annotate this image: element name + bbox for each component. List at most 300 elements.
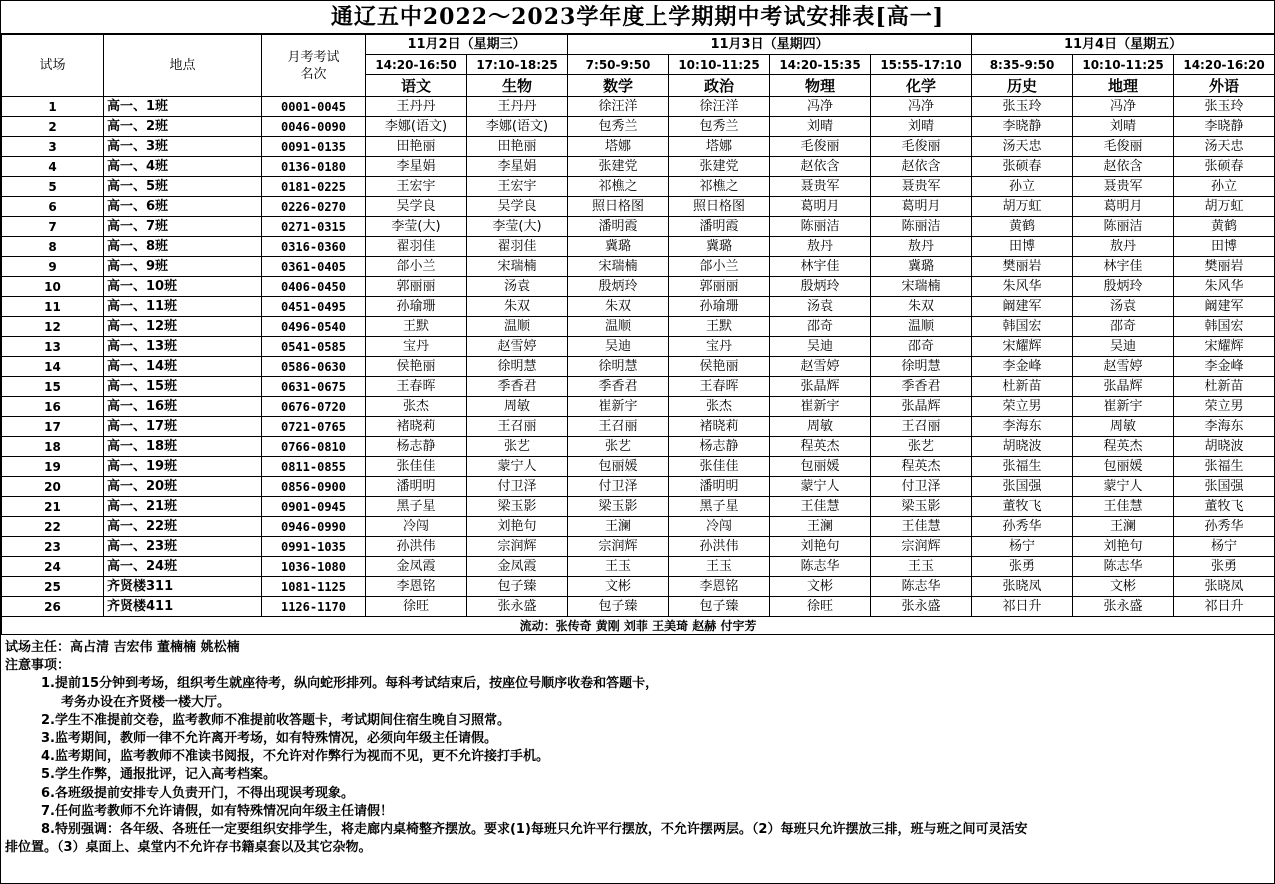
room-number: 20 [2,477,104,497]
proctor-cell: 孙洪伟 [669,537,770,557]
proctor-cell: 翟羽佳 [467,237,568,257]
header-exam-no-text: 月考考试名次 [287,49,340,82]
proctor-cell: 葛明月 [770,197,871,217]
exam-number-range: 0091-0135 [262,137,366,157]
note-item-1-cont: 考务办设在齐贤楼一楼大厅。 [61,694,231,710]
header-exam-no [262,35,366,97]
proctor-cell: 张勇 [1174,557,1275,577]
exam-number-range: 1126-1170 [262,597,366,617]
table-row [2,497,1275,517]
proctor-cell: 吴迪 [568,337,669,357]
proctor-cell: 张晓凤 [972,577,1073,597]
proctor-cell: 敖丹 [1073,237,1174,257]
room-location: 高一、8班 [104,237,262,257]
room-number: 19 [2,457,104,477]
proctor-cell: 包丽媛 [1073,457,1174,477]
room-number: 5 [2,177,104,197]
room-location: 高一、10班 [104,277,262,297]
proctor-cell: 梁玉影 [871,497,972,517]
table-row [2,417,1275,437]
proctor-cell: 孙秀华 [972,517,1073,537]
table-row [2,337,1275,357]
proctor-cell: 敖丹 [770,237,871,257]
proctor-cell: 朱双 [568,297,669,317]
proctor-cell: 赵雪婷 [770,357,871,377]
proctor-cell: 包丽媛 [770,457,871,477]
proctor-cell: 胡晓波 [1174,437,1275,457]
proctor-cell: 董牧飞 [1174,497,1275,517]
proctor-cell: 邵奇 [871,337,972,357]
exam-number-range: 0856-0900 [262,477,366,497]
table-row [2,457,1275,477]
note-item-3: 3.监考期间，教师一律不允许离开考场，如有特殊情况，必须向年级主任请假。 [41,731,497,747]
proctor-cell: 邵奇 [1073,317,1174,337]
room-number: 13 [2,337,104,357]
proctor-cell: 张国强 [1174,477,1275,497]
exam-number-range: 0766-0810 [262,437,366,457]
proctor-cell: 郃小兰 [366,257,467,277]
proctor-cell: 陈志华 [871,577,972,597]
proctor-cell: 潘明霞 [669,217,770,237]
proctor-cell: 张晶辉 [1073,377,1174,397]
proctor-cell: 毛俊丽 [1073,137,1174,157]
exam-number-range: 0406-0450 [262,277,366,297]
proctor-cell: 宋瑞楠 [568,257,669,277]
proctor-cell: 照日格图 [669,197,770,217]
proctor-cell: 赵依含 [871,157,972,177]
proctor-cell: 吴迪 [770,337,871,357]
proctor-cell: 汤天忠 [972,137,1073,157]
proctor-cell: 李星娟 [366,157,467,177]
proctor-cell: 张艺 [568,437,669,457]
proctor-cell: 郭丽丽 [366,277,467,297]
subject-header: 政治 [669,75,770,97]
proctor-cell: 杨宁 [1174,537,1275,557]
proctor-cell: 田艳丽 [366,137,467,157]
table-row [2,317,1275,337]
proctor-cell: 张晓凤 [1174,577,1275,597]
proctor-cell: 金凤霞 [467,557,568,577]
subject-header: 物理 [770,75,871,97]
proctor-cell: 葛明月 [871,197,972,217]
table-row [2,277,1275,297]
proctor-cell: 韩国宏 [972,317,1073,337]
proctor-cell: 温顺 [467,317,568,337]
proctor-cell: 李星娟 [467,157,568,177]
proctor-cell: 宋瑞楠 [467,257,568,277]
proctor-cell: 冀璐 [568,237,669,257]
proctor-cell: 刘艳句 [1073,537,1174,557]
table-row [2,137,1275,157]
proctor-cell: 刘艳句 [467,517,568,537]
room-number: 26 [2,597,104,617]
proctor-cell: 张晶辉 [770,377,871,397]
proctor-cell: 文彬 [770,577,871,597]
proctor-cell: 阚建军 [1174,297,1275,317]
proctor-cell: 冷闯 [669,517,770,537]
proctor-cell: 潘明霞 [568,217,669,237]
room-number: 15 [2,377,104,397]
subject-header: 生物 [467,75,568,97]
time-slot: 10:10-11:25 [669,55,770,75]
proctor-cell: 程英杰 [871,457,972,477]
proctor-cell: 刘艳句 [770,537,871,557]
proctor-cell: 张建党 [568,157,669,177]
proctor-cell: 宋耀辉 [972,337,1073,357]
exam-directors: 试场主任：高占清 吉宏伟 董楠楠 姚松楠 [5,640,240,655]
proctor-cell: 照日格图 [568,197,669,217]
room-number: 7 [2,217,104,237]
proctor-cell: 张永盛 [871,597,972,617]
proctor-cell: 张佳佳 [669,457,770,477]
proctor-cell: 杨宁 [972,537,1073,557]
room-number: 1 [2,97,104,117]
proctor-cell: 冯净 [770,97,871,117]
proctor-cell: 孙立 [972,177,1073,197]
day-header-nov2: 11月2日（星期三） [366,35,568,55]
proctor-cell: 褚晓莉 [366,417,467,437]
room-location: 高一、7班 [104,217,262,237]
proctor-cell: 张佳佳 [366,457,467,477]
proctor-cell: 王春晖 [669,377,770,397]
day-header-nov3: 11月3日（星期四） [568,35,972,55]
room-number: 24 [2,557,104,577]
exam-number-range: 0676-0720 [262,397,366,417]
room-number: 12 [2,317,104,337]
proctor-cell: 祁日升 [972,597,1073,617]
proctor-cell: 王玉 [871,557,972,577]
exam-number-range: 1081-1125 [262,577,366,597]
proctor-cell: 塔娜 [568,137,669,157]
proctor-cell: 张晶辉 [871,397,972,417]
proctor-cell: 程英杰 [770,437,871,457]
proctor-cell: 杜新苗 [972,377,1073,397]
room-location: 高一、24班 [104,557,262,577]
room-location: 高一、9班 [104,257,262,277]
day-header-nov4: 11月4日（星期五） [972,35,1275,55]
proctor-cell: 包子臻 [568,597,669,617]
proctor-cell: 王召丽 [467,417,568,437]
proctor-cell: 李晓静 [1174,117,1275,137]
room-location: 高一、15班 [104,377,262,397]
proctor-cell: 王召丽 [871,417,972,437]
exam-number-range: 0001-0045 [262,97,366,117]
proctor-cell: 朱双 [871,297,972,317]
proctor-cell: 包丽媛 [568,457,669,477]
proctor-cell: 文彬 [568,577,669,597]
table-row [2,537,1275,557]
exam-number-range: 0496-0540 [262,317,366,337]
proctor-cell: 刘晴 [770,117,871,137]
room-location: 高一、2班 [104,117,262,137]
proctor-cell: 吴学良 [467,197,568,217]
proctor-cell: 张硕春 [972,157,1073,177]
proctor-cell: 张勇 [972,557,1073,577]
room-number: 22 [2,517,104,537]
proctor-cell: 王丹丹 [467,97,568,117]
time-slot: 15:55-17:10 [871,55,972,75]
proctor-cell: 梁玉影 [467,497,568,517]
proctor-cell: 王默 [669,317,770,337]
proctor-cell: 郭丽丽 [669,277,770,297]
subject-header: 地理 [1073,75,1174,97]
proctor-cell: 刘晴 [871,117,972,137]
proctor-cell: 赵雪婷 [467,337,568,357]
proctor-cell: 季香君 [871,377,972,397]
page-title: 通辽五中2022～2023学年度上学期期中考试安排表[高一] [1,1,1274,34]
proctor-cell: 徐旺 [366,597,467,617]
exam-number-range: 0901-0945 [262,497,366,517]
proctor-cell: 宋耀辉 [1174,337,1275,357]
subject-header: 化学 [871,75,972,97]
proctor-cell: 朱双 [467,297,568,317]
proctor-cell: 张杰 [669,397,770,417]
room-location: 高一、18班 [104,437,262,457]
proctor-cell: 李恩铭 [669,577,770,597]
exam-number-range: 0946-0990 [262,517,366,537]
proctor-cell: 张玉玲 [972,97,1073,117]
room-location: 高一、19班 [104,457,262,477]
schedule-table [1,34,1275,635]
room-location: 高一、17班 [104,417,262,437]
proctor-cell: 陈志华 [770,557,871,577]
proctor-cell: 陈丽洁 [1073,217,1174,237]
proctor-cell: 殷炳玲 [568,277,669,297]
proctor-cell: 翟羽佳 [366,237,467,257]
header-location: 地点 [104,35,262,97]
proctor-cell: 朱风华 [972,277,1073,297]
proctor-cell: 包秀兰 [568,117,669,137]
time-slot: 14:20-15:35 [770,55,871,75]
proctor-cell: 汤袁 [770,297,871,317]
proctor-cell: 蒙宁人 [770,477,871,497]
proctor-cell: 祁樵之 [669,177,770,197]
proctor-cell: 张玉玲 [1174,97,1275,117]
room-location: 高一、22班 [104,517,262,537]
proctor-cell: 胡万虹 [972,197,1073,217]
table-row [2,397,1275,417]
proctor-cell: 宗润辉 [467,537,568,557]
proctor-cell: 杜新苗 [1174,377,1275,397]
room-location: 齐贤楼311 [104,577,262,597]
proctor-cell: 李莹(大) [366,217,467,237]
proctor-cell: 宝丹 [669,337,770,357]
proctor-cell: 徐汪洋 [669,97,770,117]
proctor-cell: 孙立 [1174,177,1275,197]
proctor-cell: 邵奇 [770,317,871,337]
proctor-cell: 潘明明 [366,477,467,497]
exam-number-range: 0136-0180 [262,157,366,177]
proctor-cell: 樊丽岩 [1174,257,1275,277]
proctor-cell: 冀璐 [871,257,972,277]
table-row [2,557,1275,577]
room-location: 高一、13班 [104,337,262,357]
proctor-cell: 宗润辉 [871,537,972,557]
proctor-cell: 王佳慧 [770,497,871,517]
time-slot: 8:35-9:50 [972,55,1073,75]
roaming-row [2,617,1275,635]
proctor-cell: 胡晓波 [972,437,1073,457]
proctor-cell: 王澜 [568,517,669,537]
proctor-cell: 聂贵军 [770,177,871,197]
table-row [2,117,1275,137]
time-slot: 17:10-18:25 [467,55,568,75]
room-location: 高一、5班 [104,177,262,197]
proctor-cell: 李晓静 [972,117,1073,137]
room-location: 高一、20班 [104,477,262,497]
note-item-7: 7.任何监考教师不允许请假，如有特殊情况向年级主任请假！ [41,803,393,819]
note-item-2: 2.学生不准提前交卷，监考教师不准提前收答题卡，考试期间住宿生晚自习照常。 [41,712,510,728]
proctor-cell: 冯净 [1073,97,1174,117]
proctor-cell: 赵雪婷 [1073,357,1174,377]
proctor-cell: 阚建军 [972,297,1073,317]
note-item-4: 4.监考期间，监考教师不准读书阅报，不允许对作弊行为视而不见，更不允许接打手机。 [41,749,549,765]
note-item-8-cont: 排位置。（3）桌面上、桌堂内不允许存书籍桌套以及其它杂物。 [5,840,372,856]
proctor-cell: 徐明慧 [871,357,972,377]
proctor-cell: 李娜(语文) [366,117,467,137]
room-number: 10 [2,277,104,297]
proctor-cell: 王宏宇 [366,177,467,197]
proctor-cell: 陈志华 [1073,557,1174,577]
proctor-cell: 朱风华 [1174,277,1275,297]
proctor-cell: 汤天忠 [1174,137,1275,157]
proctor-cell: 黑子星 [669,497,770,517]
proctor-cell: 董牧飞 [972,497,1073,517]
proctor-cell: 冯净 [871,97,972,117]
proctor-cell: 赵依含 [770,157,871,177]
proctor-cell: 张永盛 [1073,597,1174,617]
proctor-cell: 褚晓莉 [669,417,770,437]
proctor-cell: 吴学良 [366,197,467,217]
table-row [2,157,1275,177]
notes-heading: 注意事项： [5,658,71,674]
roaming-proctors: 流动：张传奇 黄刚 刘菲 王美琦 赵赫 付宇芳 [2,617,1275,635]
room-number: 2 [2,117,104,137]
room-location: 高一、6班 [104,197,262,217]
proctor-cell: 王玉 [669,557,770,577]
exam-number-range: 0811-0855 [262,457,366,477]
table-row [2,517,1275,537]
room-number: 9 [2,257,104,277]
room-location: 高一、14班 [104,357,262,377]
proctor-cell: 葛明月 [1073,197,1174,217]
table-row [2,377,1275,397]
time-slot: 14:20-16:20 [1174,55,1275,75]
table-row [2,437,1275,457]
proctor-cell: 侯艳丽 [366,357,467,377]
room-number: 6 [2,197,104,217]
proctor-cell: 蒙宁人 [1073,477,1174,497]
room-number: 25 [2,577,104,597]
proctor-cell: 汤袁 [467,277,568,297]
proctor-cell: 韩国宏 [1174,317,1275,337]
note-item-5: 5.学生作弊，通报批评，记入高考档案。 [41,767,276,783]
proctor-cell: 祁日升 [1174,597,1275,617]
exam-number-range: 0361-0405 [262,257,366,277]
proctor-cell: 崔新宇 [770,397,871,417]
room-location: 高一、4班 [104,157,262,177]
proctor-cell: 李莹(大) [467,217,568,237]
proctor-cell: 汤袁 [1073,297,1174,317]
proctor-cell: 杨志静 [366,437,467,457]
proctor-cell: 侯艳丽 [669,357,770,377]
proctor-cell: 张永盛 [467,597,568,617]
note-item-6: 6.各班级提前安排专人负责开门，不得出现误考现象。 [41,785,354,801]
proctor-cell: 付卫泽 [568,477,669,497]
proctor-cell: 周敏 [770,417,871,437]
proctor-cell: 聂贵军 [1073,177,1174,197]
proctor-cell: 王丹丹 [366,97,467,117]
proctor-cell: 梁玉影 [568,497,669,517]
proctor-cell: 徐汪洋 [568,97,669,117]
proctor-cell: 林宇佳 [1073,257,1174,277]
room-number: 3 [2,137,104,157]
proctor-cell: 李金峰 [972,357,1073,377]
exam-number-range: 0721-0765 [262,417,366,437]
proctor-cell: 温顺 [871,317,972,337]
proctor-cell: 李海东 [972,417,1073,437]
proctor-cell: 付卫泽 [871,477,972,497]
proctor-cell: 张建党 [669,157,770,177]
room-number: 18 [2,437,104,457]
proctor-cell: 包秀兰 [669,117,770,137]
exam-number-range: 0991-1035 [262,537,366,557]
proctor-cell: 林宇佳 [770,257,871,277]
proctor-cell: 刘晴 [1073,117,1174,137]
proctor-cell: 徐旺 [770,597,871,617]
proctor-cell: 王佳慧 [871,517,972,537]
proctor-cell: 郃小兰 [669,257,770,277]
proctor-cell: 李娜(语文) [467,117,568,137]
table-row [2,197,1275,217]
proctor-cell: 崔新宇 [1073,397,1174,417]
room-number: 11 [2,297,104,317]
proctor-cell: 冀璐 [669,237,770,257]
room-location: 高一、23班 [104,537,262,557]
proctor-cell: 包子臻 [669,597,770,617]
proctor-cell: 敖丹 [871,237,972,257]
proctor-cell: 胡万虹 [1174,197,1275,217]
proctor-cell: 杨志静 [669,437,770,457]
proctor-cell: 温顺 [568,317,669,337]
proctor-cell: 王宏宇 [467,177,568,197]
room-number: 14 [2,357,104,377]
table-row [2,597,1275,617]
room-location: 高一、12班 [104,317,262,337]
table-row [2,357,1275,377]
proctor-cell: 陈丽洁 [770,217,871,237]
proctor-cell: 周敏 [1073,417,1174,437]
exam-number-range: 0316-0360 [262,237,366,257]
proctor-cell: 王佳慧 [1073,497,1174,517]
proctor-cell: 陈丽洁 [871,217,972,237]
table-row [2,257,1275,277]
proctor-cell: 季香君 [568,377,669,397]
proctor-cell: 王春晖 [366,377,467,397]
proctor-cell: 张杰 [366,397,467,417]
room-location: 高一、1班 [104,97,262,117]
room-location: 高一、3班 [104,137,262,157]
table-row [2,237,1275,257]
proctor-cell: 毛俊丽 [770,137,871,157]
table-row [2,577,1275,597]
table-row [2,477,1275,497]
time-slot: 14:20-16:50 [366,55,467,75]
room-location: 齐贤楼411 [104,597,262,617]
proctor-cell: 张福生 [972,457,1073,477]
proctor-cell: 荣立男 [972,397,1073,417]
exam-number-range: 1036-1080 [262,557,366,577]
